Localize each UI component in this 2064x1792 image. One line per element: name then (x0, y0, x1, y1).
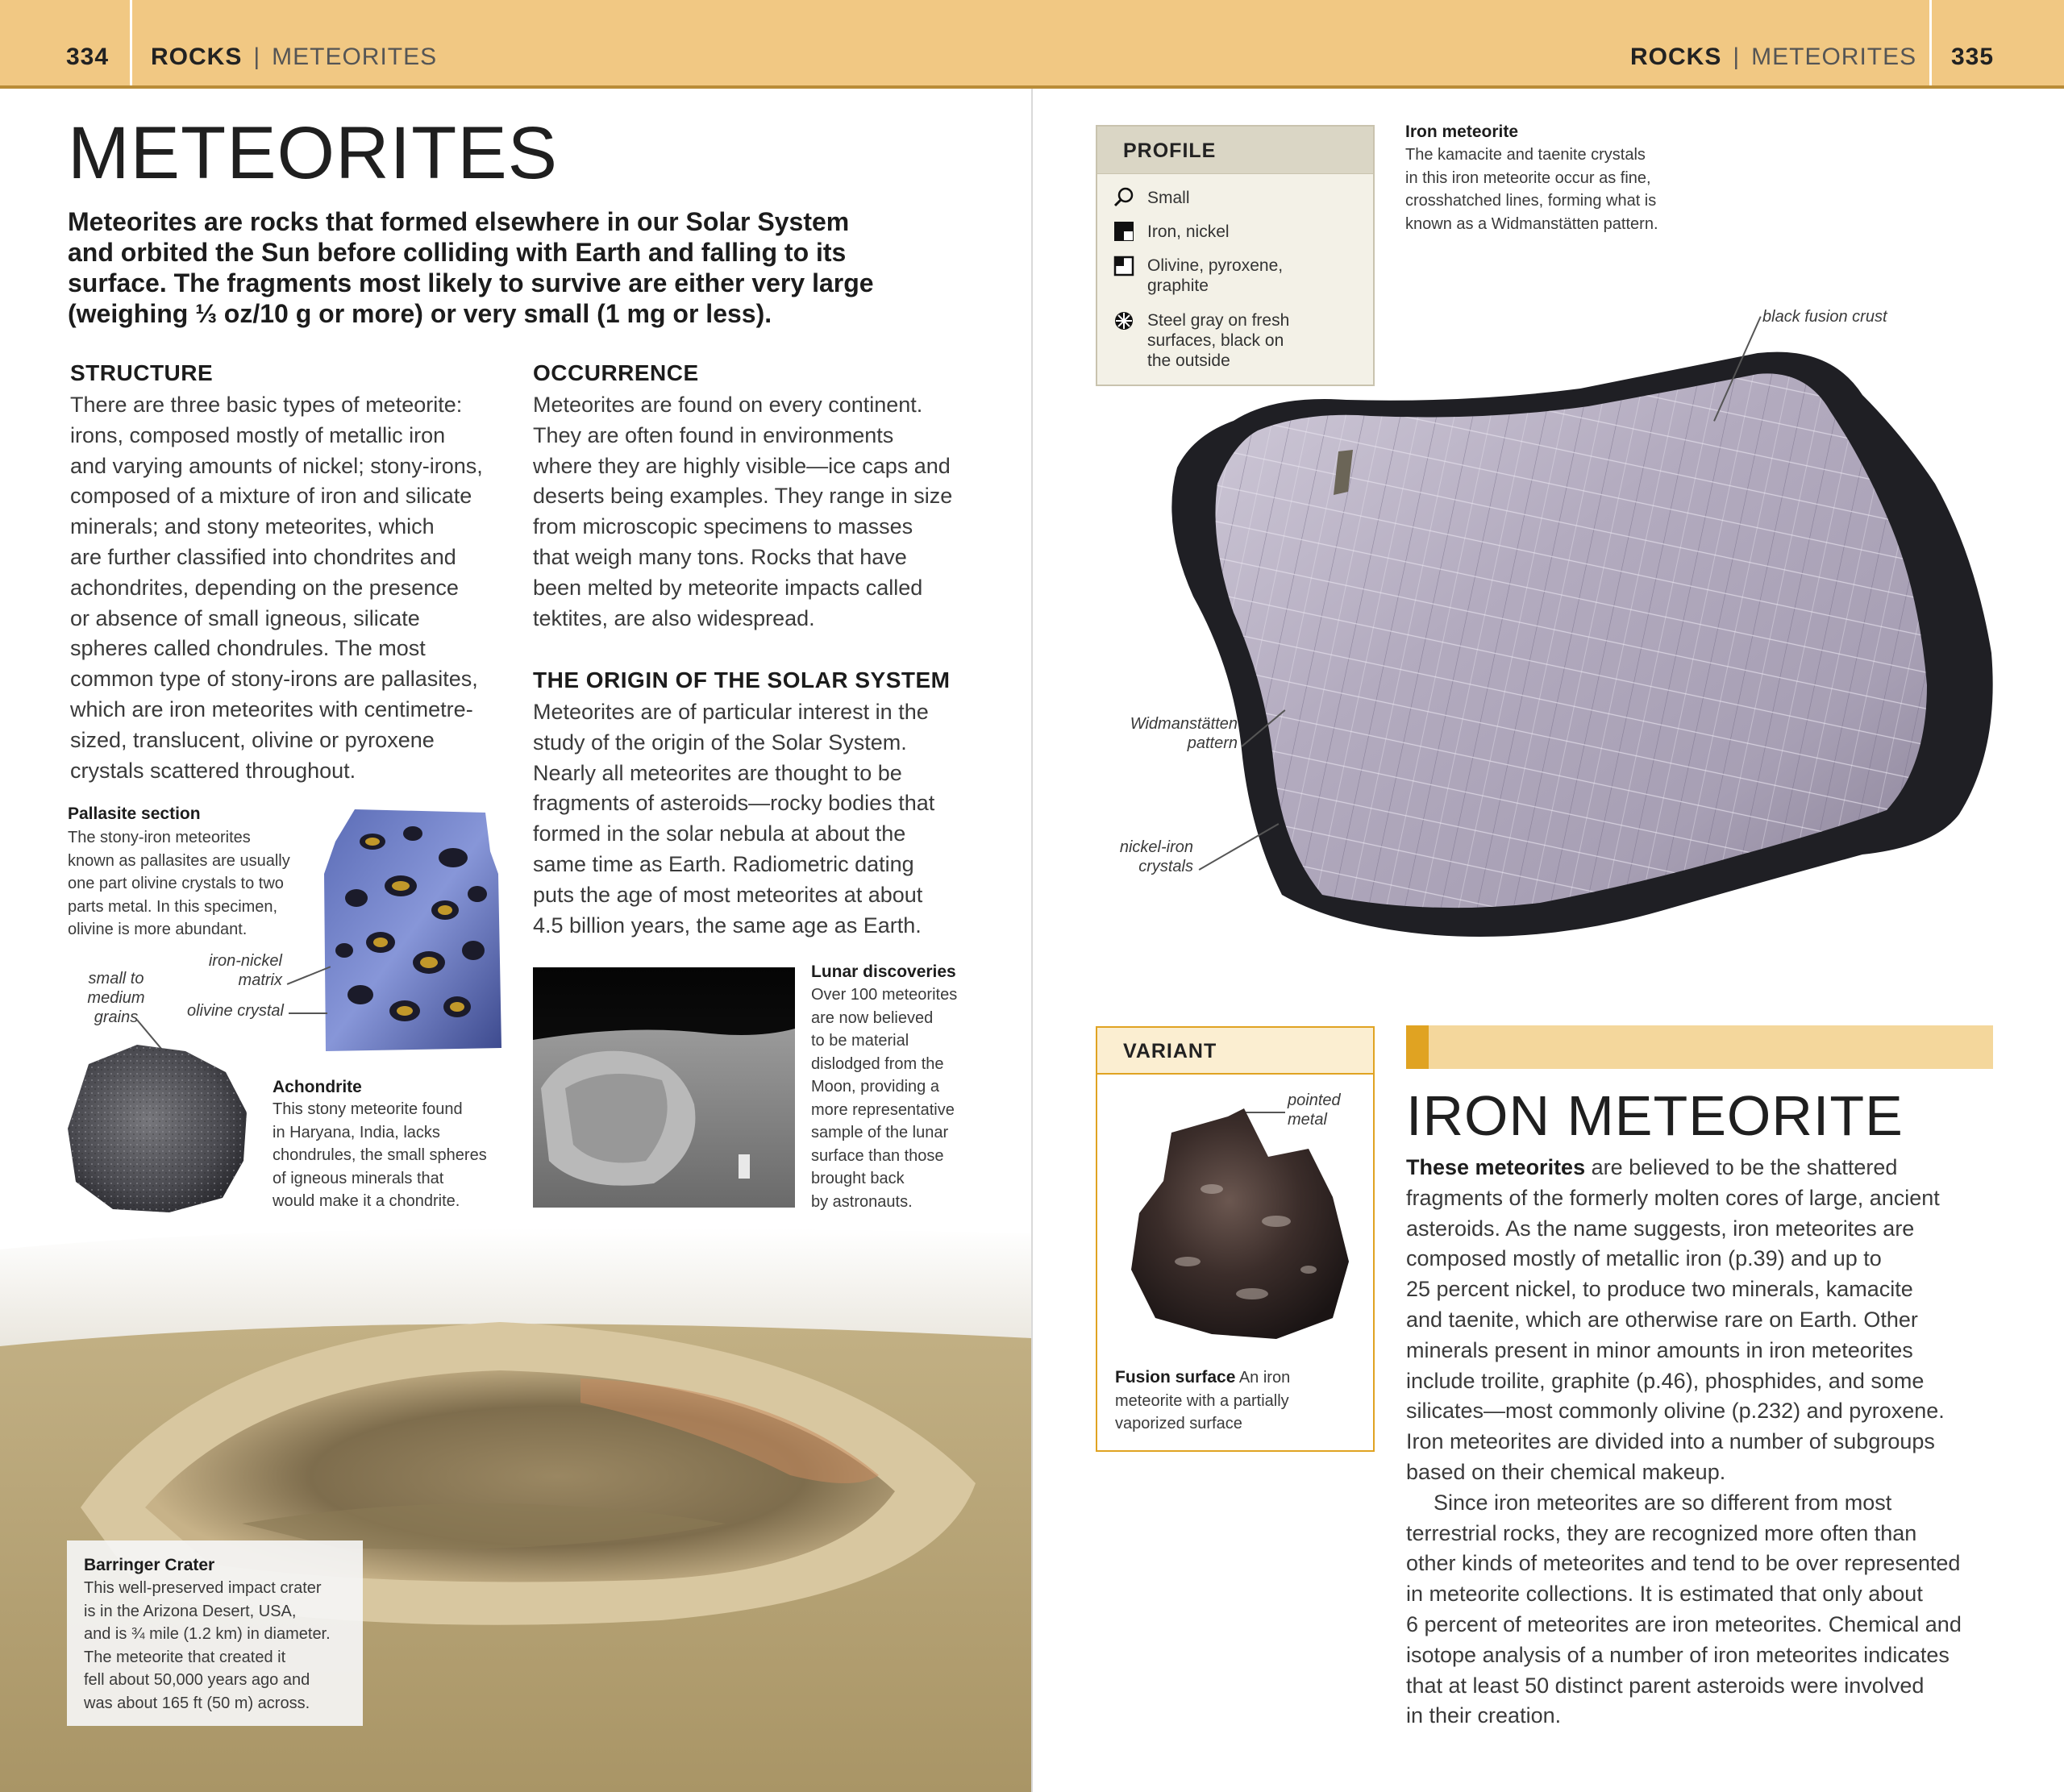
running-head-section: ROCKS (1630, 44, 1722, 70)
crystal-wheel-icon (1113, 310, 1134, 331)
caption-line: parts metal. In this specimen, (68, 897, 278, 916)
fusion-surface-meteorite-image (1115, 1100, 1357, 1342)
caption-line: one part olivine crystals to two (68, 875, 284, 892)
text-line: silicates—most commonly olivine (p.232) and pyroxene. (1406, 1399, 1945, 1424)
text-line: tektites, are also widespread. (533, 605, 815, 630)
fusion-surface-caption-title: Fusion surface (1115, 1368, 1236, 1387)
text-line: are believed to be the shattered (1585, 1155, 1898, 1179)
caption-line: The meteorite that created it (84, 1648, 286, 1666)
running-head-subsection: METEORITES (272, 44, 438, 70)
label-line: grains (94, 1008, 139, 1026)
text-line: where they are highly visible—ice caps and (533, 453, 951, 478)
black-fusion-crust-label: black fusion crust (1762, 308, 1887, 326)
text-line: common type of stony-irons are pallasites, (70, 667, 478, 692)
running-head-separator: | (1733, 44, 1741, 70)
caption-line: surface than those (811, 1146, 944, 1165)
text-line: Meteorites are found on every continent. (533, 393, 923, 417)
leader-line (289, 1012, 327, 1014)
fusion-surface-caption (1115, 1366, 1357, 1436)
text-line: Iron meteorites are divided into a number of subgroups (1406, 1429, 1935, 1454)
magnifier-icon (1113, 186, 1134, 207)
profile-text: Small (1147, 189, 1190, 207)
caption-line: known as a Widmanstätten pattern. (1405, 214, 1658, 233)
text-line: isotope analysis of a number of iron meteorites indicates (1406, 1642, 1950, 1667)
text-line: There are three basic types of meteorite: (70, 393, 463, 417)
text-line: terrestrial rocks, they are recognized more often than (1406, 1520, 1917, 1545)
intro-line: surface. The fragments most likely to survive are either very large (68, 268, 874, 297)
text-line: 6 percent of meteorites are iron meteorites. Chemical and (1406, 1611, 1962, 1636)
structure-text (70, 390, 522, 786)
origin-text (533, 697, 984, 941)
text-line: puts the age of most meteorites at about (533, 882, 923, 907)
nickel-iron-crystals-label (1080, 838, 1193, 876)
text-line: irons, composed mostly of metallic iron (70, 422, 446, 447)
caption-line: fell about 50,000 years ago and (84, 1671, 310, 1689)
text-line: Nearly all meteorites are thought to be (533, 760, 902, 785)
variant-header (1097, 1028, 1373, 1075)
olivine-crystal-label: olivine crystal (186, 1002, 284, 1020)
square-outline-icon (1113, 256, 1134, 276)
text-line: been melted by meteorite impacts called (533, 575, 923, 600)
widmanstatten-pattern-label (1096, 714, 1238, 753)
lunar-caption-title: Lunar discoveries (811, 963, 956, 981)
iron-meteorite-band-accent (1406, 1025, 1429, 1069)
caption-line: chondrules, the small spheres (273, 1146, 487, 1164)
lead-in-bold: These meteorites (1406, 1155, 1586, 1179)
structure-heading: STRUCTURE (70, 360, 214, 385)
caption-line: This stony meteorite found (273, 1100, 463, 1118)
text-line: composed of a mixture of iron and silicate (70, 484, 472, 509)
caption-line: by astronauts. (811, 1192, 913, 1211)
caption-line: crosshatched lines, forming what is (1405, 192, 1657, 210)
text-line: fragments of the formerly molten cores of large, ancient (1406, 1185, 1940, 1210)
text-line: and taenite, which are otherwise rare on Earth. Other (1406, 1307, 1918, 1332)
text-line: Meteorites are of particular interest in the (533, 700, 929, 724)
running-head-left (151, 44, 437, 71)
caption-line: The stony-iron meteorites (68, 829, 251, 846)
profile-text: Olivine, pyroxene, (1147, 256, 1284, 275)
running-head-separator: | (253, 44, 261, 70)
iron-meteorite-image (1161, 347, 2000, 953)
iron-meteorite-text (1406, 1153, 2003, 1732)
caption-line: and is ¾ mile (1.2 km) in diameter. (84, 1625, 331, 1643)
caption-line: dislodged from the (811, 1054, 944, 1073)
header-divider-right (1929, 0, 1932, 85)
text-line: 25 percent nickel, to produce two minerals, kamacite (1406, 1277, 1913, 1302)
text-line: study of the origin of the Solar System. (533, 730, 907, 755)
caption-line: to be material (811, 1032, 909, 1050)
small-medium-grains-label (68, 969, 164, 1027)
profile-text: Iron, nickel (1147, 222, 1230, 241)
label-line: metal (1288, 1111, 1327, 1129)
text-line: minerals; and stony meteorites, which (70, 514, 435, 539)
caption-line: is in the Arizona Desert, USA, (84, 1602, 297, 1620)
text-line: asteroids. As the name suggests, iron meteorites are (1406, 1216, 1915, 1241)
caption-line: of igneous minerals that (273, 1169, 444, 1187)
text-line: in their creation. (1406, 1703, 1562, 1728)
lunar-surface-photo (533, 967, 795, 1208)
intro-paragraph (68, 206, 979, 329)
label-line: matrix (238, 971, 282, 989)
pallasite-section-image (324, 809, 503, 1053)
text-line: 4.5 billion years, the same age as Earth. (533, 913, 922, 938)
caption-line: olivine is more abundant. (68, 921, 248, 938)
text-line: that weigh many tons. Rocks that have (533, 544, 907, 569)
text-line: or absence of small igneous, silicate (70, 605, 420, 630)
text-line: formed in the solar nebula at about the (533, 821, 906, 846)
profile-text: Steel gray on fresh (1147, 311, 1290, 330)
header-divider-left (130, 0, 132, 85)
label-line: iron-nickel (208, 952, 282, 970)
caption-line: vaporized surface (1115, 1415, 1242, 1432)
achondrite-caption (273, 1098, 514, 1213)
text-line: deserts being examples. They range in size (533, 484, 953, 509)
text-line: They are often found in environments (533, 422, 894, 447)
label-line: small to (88, 970, 144, 987)
label-line: pointed (1288, 1091, 1341, 1109)
achondrite-caption-title: Achondrite (273, 1078, 362, 1096)
iron-meteorite-caption-title: Iron meteorite (1405, 123, 1519, 141)
iron-meteorite-caption (1405, 143, 1728, 235)
profile-text: graphite (1147, 276, 1209, 295)
caption-line: sample of the lunar (811, 1124, 949, 1141)
caption-line: meteorite with a partially (1115, 1391, 1289, 1410)
page-gutter (1031, 89, 1033, 1792)
caption-line: more representative (811, 1100, 955, 1119)
text-line: that at least 50 distinct parent asteroids were involved (1406, 1673, 1925, 1698)
text-line: fragments of asteroids—rocky bodies that (533, 791, 935, 816)
text-line: are further classified into chondrites and (70, 544, 456, 569)
page-number-left: 334 (66, 44, 110, 70)
intro-line: (weighing ⅓ oz/10 g or more) or very small (1 mg or less). (68, 299, 772, 328)
profile-row-composition (1147, 222, 1230, 242)
caption-line: Moon, providing a (811, 1078, 939, 1096)
achondrite-image (64, 1040, 250, 1216)
caption-line: in this iron meteorite occur as fine, (1405, 168, 1651, 187)
running-head-subsection: METEORITES (1751, 44, 1917, 70)
iron-nickel-matrix-label (177, 951, 282, 990)
text-line: other kinds of meteorites and tend to be over represented (1406, 1551, 1961, 1576)
text-line: composed mostly of metallic iron (p.39) and up to (1406, 1246, 1882, 1271)
origin-heading: THE ORIGIN OF THE SOLAR SYSTEM (533, 667, 951, 692)
label-line: Widmanstätten (1130, 715, 1238, 733)
text-line: which are iron meteorites with centimetre- (70, 696, 473, 721)
occurrence-heading: OCCURRENCE (533, 360, 699, 385)
text-line: based on their chemical makeup. (1406, 1459, 1726, 1484)
variant-box (1096, 1026, 1375, 1452)
profile-text: the outside (1147, 351, 1230, 370)
running-head-section: ROCKS (151, 44, 243, 70)
caption-line: This well-preserved impact crater (84, 1579, 322, 1597)
caption-line: brought back (811, 1170, 905, 1187)
text-line: sized, translucent, olivine or pyroxene (70, 727, 435, 752)
profile-heading: PROFILE (1123, 139, 1217, 162)
label-line: crystals (1138, 858, 1193, 875)
iron-meteorite-title: IRON METEORITE (1406, 1084, 1904, 1147)
profile-row-minerals (1147, 256, 1283, 296)
page-number-right: 335 (1951, 44, 1995, 70)
caption-line: An iron (1235, 1369, 1291, 1387)
text-line: minerals present in minor amounts in iron meteorites (1406, 1337, 1913, 1362)
text-line: achondrites, depending on the presence (70, 575, 459, 600)
running-head-right (1630, 44, 1916, 71)
square-corner-icon (1113, 221, 1134, 242)
profile-text: surfaces, black on (1147, 331, 1284, 350)
caption-line: are now believed (811, 1008, 934, 1027)
text-line: from microscopic specimens to masses (533, 514, 913, 539)
profile-row-size (1147, 188, 1190, 208)
text-line: include troilite, graphite (p.46), phosphides, and some (1406, 1368, 1925, 1393)
text-line: crystals scattered throughout. (70, 758, 356, 783)
profile-header (1097, 127, 1373, 174)
text-line: Since iron meteorites are so different from most (1434, 1490, 1892, 1515)
page-title: METEORITES (68, 112, 559, 194)
intro-line: Meteorites are rocks that formed elsewhere in our Solar System (68, 207, 850, 236)
pallasite-caption-title: Pallasite section (68, 805, 201, 823)
iron-meteorite-title-band (1406, 1025, 1993, 1069)
occurrence-text (533, 390, 984, 634)
text-line: in meteorite collections. It is estimated that only about (1406, 1582, 1923, 1607)
label-line: medium (87, 989, 145, 1007)
label-line: nickel-iron (1119, 838, 1193, 856)
pallasite-caption (68, 826, 326, 942)
caption-line: Over 100 meteorites (811, 986, 958, 1004)
caption-line: would make it a chondrite. (273, 1192, 460, 1210)
caption-line: known as pallasites are usually (68, 851, 290, 870)
caption-line: was about 165 ft (50 m) across. (84, 1694, 310, 1712)
label-line: pattern (1187, 734, 1238, 752)
text-line: and varying amounts of nickel; stony-irons, (70, 453, 483, 478)
variant-heading: VARIANT (1123, 1040, 1217, 1062)
crater-caption-title: Barringer Crater (84, 1556, 215, 1574)
crater-caption (84, 1577, 358, 1715)
caption-line: The kamacite and taenite crystals (1405, 146, 1646, 164)
lunar-caption (811, 983, 988, 1213)
text-line: same time as Earth. Radiometric dating (533, 851, 914, 876)
text-line: spheres called chondrules. The most (70, 636, 426, 661)
caption-line: in Haryana, India, lacks (273, 1123, 440, 1141)
intro-line: and orbited the Sun before colliding with Earth and falling to its (68, 238, 847, 267)
